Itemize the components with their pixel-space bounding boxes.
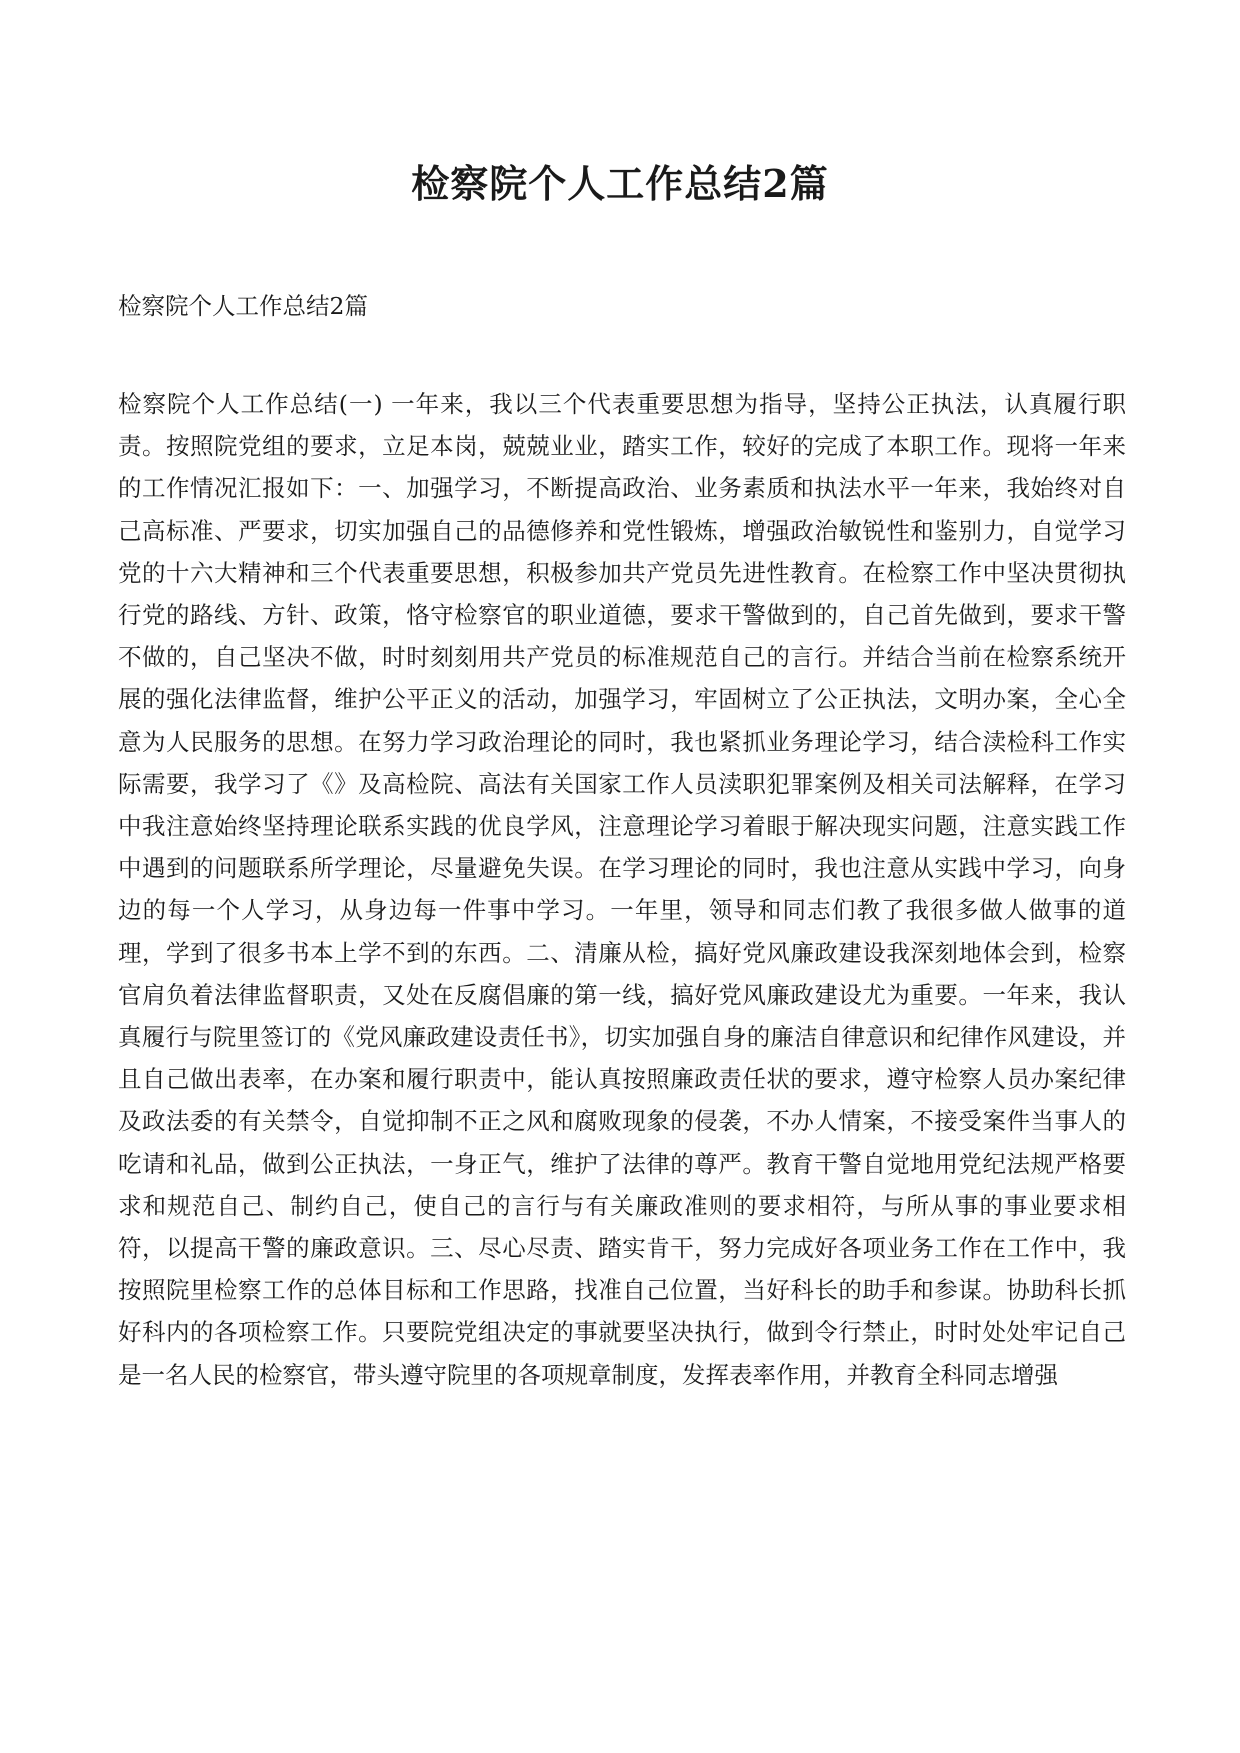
- document-title: 检察院个人工作总结2篇: [411, 161, 829, 206]
- document-subtitle: 检察院个人工作总结2篇: [118, 292, 368, 320]
- document-body-paragraph: 检察院个人工作总结(一) 一年来，我以三个代表重要思想为指导，坚持公正执法，认真履行职责。按照院党组的要求，立足本岗，兢兢业业，踏实工作，较好的完成了本职工作。现将一年来的工作情况汇报如下：一、加强学习，不断提高政治、业务素质和执法水平一年来，我始终对自己高标准、严要求，切实加强自己的品德修养和党性锻炼，增强政治敏锐性和鉴别力，自觉学习党的十六大精神和三个代表重要思想，积极参加共产党员先进性教育。在检察工作中坚决贯彻执行党的路线、方针、政策，恪守检察官的职业道德，要求干警做到的，自己首先做到，要求干警不做的，自己坚决不做，时时刻刻用共产党员的标准规范自己的言行。并结合当前在检察系统开展的强化法律监督，维护公平正义的活动，加强学习，牢固树立了公正执法，文明办案，全心全意为人民服务的思想。在努力学习政治理论的同时，我也紧抓业务理论学习，结合渎检科工作实际需要，我学习了《》及高检院、高法有关国家工作人员渎职犯罪案例及相关司法解释，在学习中我注意始终坚持理论联系实践的优良学风，注意理论学习着眼于解决现实问题，注意实践工作中遇到的问题联系所学理论，尽量避免失误。在学习理论的同时，我也注意从实践中学习，向身边的每一个人学习，从身边每一件事中学习。一年里，领导和同志们教了我很多做人做事的道理，学到了很多书本上学不到的东西。二、清廉从检，搞好党风廉政建设我深刻地体会到，检察官肩负着法律监督职责，又处在反腐倡廉的第一线，搞好党风廉政建设尤为重要。一年来，我认真履行与院里签订的《党风廉政建设责任书》，切实加强自身的廉洁自律意识和纪律作风建设，并且自己做出表率，在办案和履行职责中，能认真按照廉政责任状的要求，遵守检察人员办案纪律及政法委的有关禁令，自觉抑制不正之风和腐败现象的侵袭，不办人情案，不接受案件当事人的吃请和礼品，做到公正执法，一身正气，维护了法律的尊严。教育干警自觉地用党纪法规严格要求和规范自己、制约自己，使自己的言行与有关廉政准则的要求相符，与所从事的事业要求相符，以提高干警的廉政意识。三、尽心尽责、踏实肯干，努力完成好各项业务工作在工作中，我按照院里检察工作的总体目标和工作思路，找准自己位置，当好科长的助手和参谋。协助科长抓好科内的各项检察工作。只要院党组决定的事就要坚决执行，做到令行禁止，时时处处牢记自己是一名人民的检察官，带头遵守院里的各项规章制度，发挥表率作用，并教育全科同志增强: [118, 390, 1126, 1389]
